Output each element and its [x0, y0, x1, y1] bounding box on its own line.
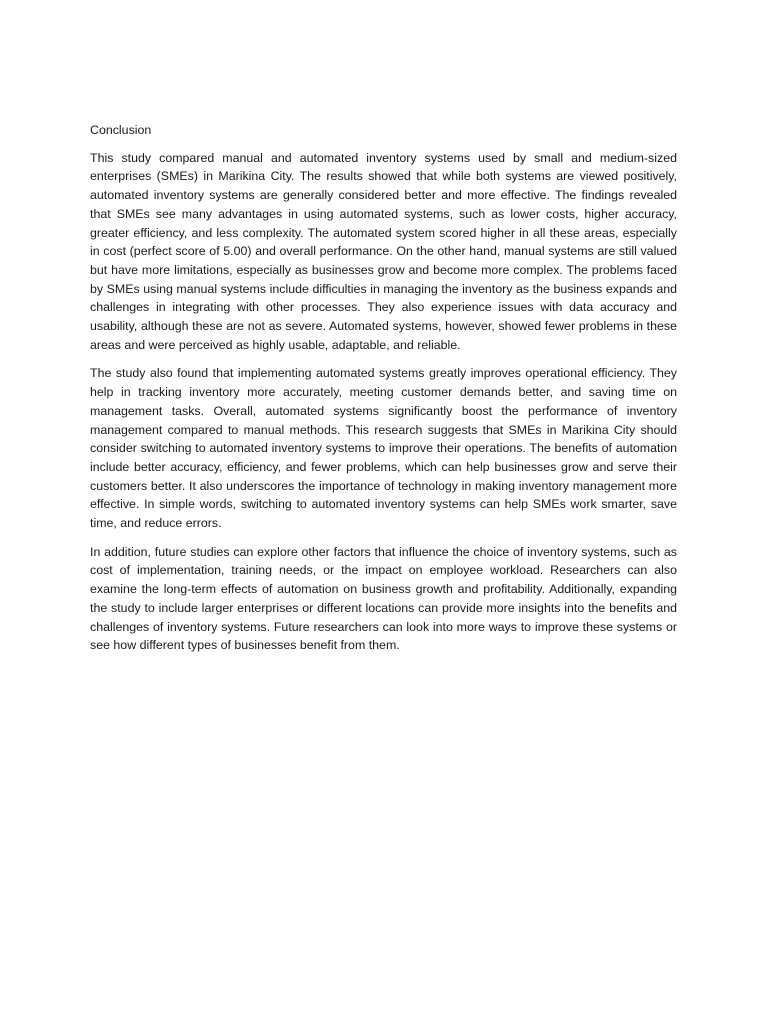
section-heading: Conclusion — [90, 123, 152, 137]
paragraph-1: This study compared manual and automated inventory systems used by small and medium-sized enterprises (SMEs) in Marikina City. The results showed that while both systems are viewed positively, automated inventory systems are generally considered better and more effective. The findings revealed that SMEs see many advantages in using automated systems, such as lower costs, higher accuracy, greater efficiency, and less complexity. The automated system scored higher in all these areas, especially in cost (perfect score of 5.00) and overall performance. On the other hand, manual systems are still valued but have more limitations, especially as businesses grow and become more complex. The problems faced by SMEs using manual systems include difficulties in managing the inventory as the business expands and challenges in integrating with other processes. They also experience issues with data accuracy and usability, although these are not as severe. Automated systems, however, showed fewer problems in these areas and were perceived as highly usable, adaptable, and reliable. — [90, 150, 677, 352]
document-page — [90, 121, 677, 665]
paragraph-3: In addition, future studies can explore other factors that influence the choice of inventory systems, such as cost of implementation, training needs, or the impact on employee workload. Researchers can also examine the long-term effects of automation on business growth and profitability. Additionally, expanding the study to include larger enterprises or different locations can provide more insights into the benefits and challenges of inventory systems. Future researchers can look into more ways to improve these systems or see how different types of businesses benefit from them. — [90, 544, 677, 653]
paragraph-2: The study also found that implementing automated systems greatly improves operational efficiency. They help in tracking inventory more accurately, meeting customer demands better, and saving time on management tasks. Overall, automated systems significantly boost the performance of inventory management compared to manual methods. This research suggests that SMEs in Marikina City should consider switching to automated inventory systems to improve their operations. The benefits of automation include better accuracy, efficiency, and fewer problems, which can help businesses grow and serve their customers better. It also underscores the importance of technology in making inventory management more effective. In simple words, switching to automated inventory systems can help SMEs work smarter, save time, and reduce errors. — [90, 366, 677, 531]
